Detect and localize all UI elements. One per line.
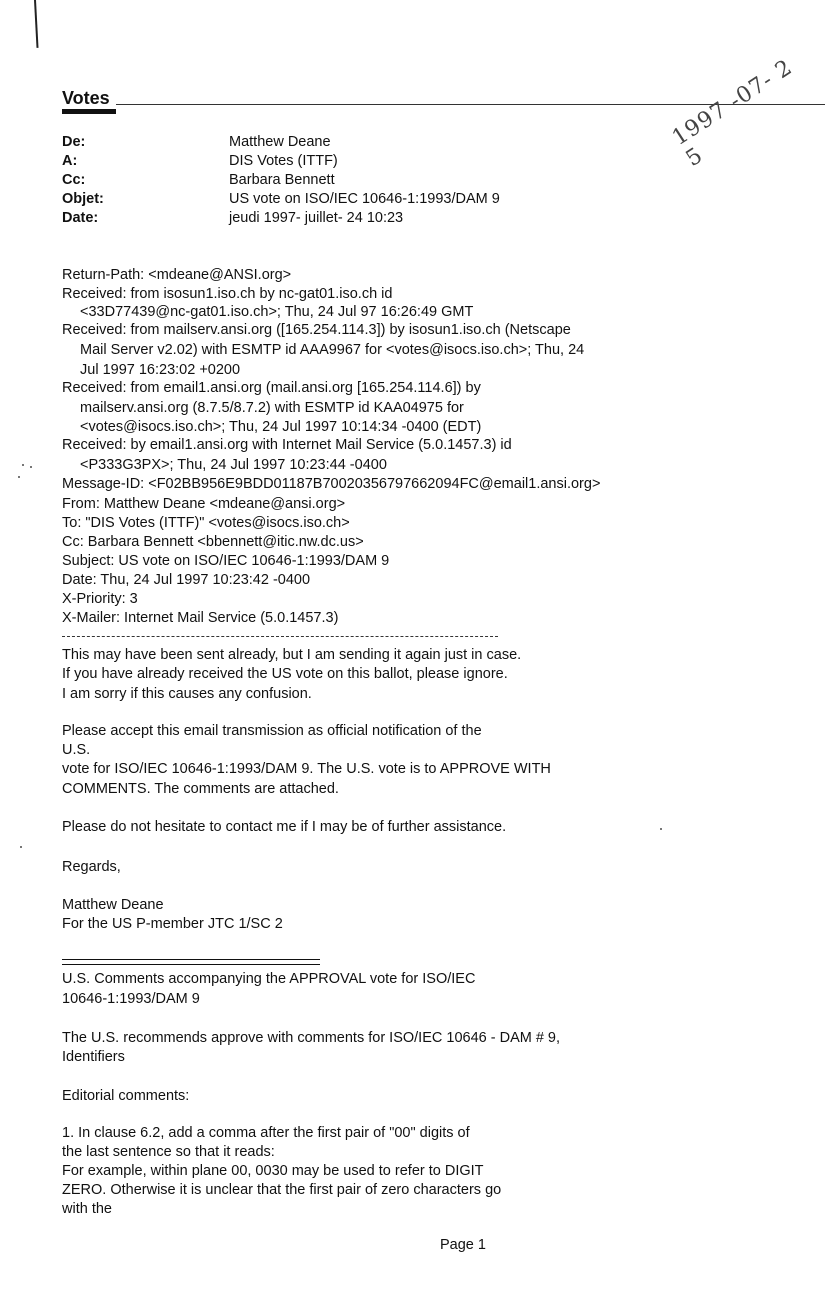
header-key: Date: <box>62 210 99 226</box>
header-value: Matthew Deane <box>229 134 331 150</box>
body-line: vote for ISO/IEC 10646-1:1993/DAM 9. The U.S. vote is to APPROVE WITH <box>62 761 551 777</box>
body-line: 10646-1:1993/DAM 9 <box>62 991 200 1007</box>
mail-header-line: <P333G3PX>; Thu, 24 Jul 1997 10:23:44 -0400 <box>80 457 387 473</box>
signature-title: For the US P-member JTC 1/SC 2 <box>62 916 283 932</box>
mail-header-line: To: "DIS Votes (ITTF)" <votes@isocs.iso.ch> <box>62 515 350 531</box>
mail-header-line: Cc: Barbara Bennett <bbennett@itic.nw.dc.us> <box>62 534 364 550</box>
mail-header-line: mailserv.ansi.org (8.7.5/8.7.2) with ESMTP id KAA04975 for <box>80 400 464 416</box>
page-number: Page 1 <box>440 1237 486 1253</box>
scan-speck <box>22 464 24 466</box>
scan-speck <box>660 828 662 830</box>
mail-header-line: Date: Thu, 24 Jul 1997 10:23:42 -0400 <box>62 572 311 588</box>
body-line: For example, within plane 00, 0030 may be used to refer to DIGIT <box>62 1163 484 1179</box>
mail-header-line: Message-ID: <F02BB956E9BDD01187B70020356797662094FC@email1.ansi.org> <box>62 476 601 492</box>
header-value: Barbara Bennett <box>229 172 335 188</box>
body-line: If you have already received the US vote on this ballot, please ignore. <box>62 666 508 682</box>
body-line: The U.S. recommends approve with comments for ISO/IEC 10646 - DAM # 9, <box>62 1030 561 1046</box>
mail-header-line: Jul 1997 16:23:02 +0200 <box>80 362 241 378</box>
mail-header-line: <33D77439@nc-gat01.iso.ch>; Thu, 24 Jul 97 16:26:49 GMT <box>80 304 474 320</box>
body-line: Please accept this email transmission as official notification of the <box>62 723 482 739</box>
date-received-stamp: 1997 -07- 2 5 <box>668 54 798 172</box>
body-line: This may have been sent already, but I am sending it again just in case. <box>62 647 522 663</box>
header-value: US vote on ISO/IEC 10646-1:1993/DAM 9 <box>229 191 500 207</box>
page-title: Votes <box>62 88 110 108</box>
mail-header-line: Received: from email1.ansi.org (mail.ansi.org [165.254.114.6]) by <box>62 380 481 396</box>
body-line: I am sorry if this causes any confusion. <box>62 686 312 702</box>
title-underline-bar <box>62 109 116 114</box>
mail-header-line: Return-Path: <mdeane@ANSI.org> <box>62 267 292 283</box>
scan-speck <box>30 466 32 468</box>
body-line: U.S. Comments accompanying the APPROVAL vote for ISO/IEC <box>62 971 476 987</box>
mail-header-line: From: Matthew Deane <mdeane@ansi.org> <box>62 496 346 512</box>
header-key: De: <box>62 134 86 150</box>
body-line: ZERO. Otherwise it is unclear that the first pair of zero characters go <box>62 1182 502 1198</box>
body-line: Identifiers <box>62 1049 125 1065</box>
header-key: Cc: <box>62 172 86 188</box>
body-line: the last sentence so that it reads: <box>62 1144 275 1160</box>
body-line: Please do not hesitate to contact me if I may be of further assistance. <box>62 819 507 835</box>
body-line: Regards, <box>62 859 121 875</box>
scan-speck <box>18 476 20 478</box>
separator-dashed <box>62 636 498 637</box>
body-line: U.S. <box>62 742 91 758</box>
mail-header-line: Received: from isosun1.iso.ch by nc-gat01.iso.ch id <box>62 286 393 302</box>
header-key: A: <box>62 153 78 169</box>
mail-header-line: Received: from mailserv.ansi.org ([165.254.114.3]) by isosun1.iso.ch (Netscape <box>62 322 571 338</box>
scan-speck <box>20 846 22 848</box>
mail-header-line: X-Priority: 3 <box>62 591 138 607</box>
mail-header-line: X-Mailer: Internet Mail Service (5.0.1457.3) <box>62 610 339 626</box>
separator-double-rule <box>62 959 320 965</box>
body-line: COMMENTS. The comments are attached. <box>62 781 339 797</box>
header-value: jeudi 1997- juillet- 24 10:23 <box>229 210 404 226</box>
body-line: with the <box>62 1201 112 1217</box>
header-key: Objet: <box>62 191 104 207</box>
header-value: DIS Votes (ITTF) <box>229 153 338 169</box>
mail-header-line: Subject: US vote on ISO/IEC 10646-1:1993/DAM 9 <box>62 553 390 569</box>
body-line: 1. In clause 6.2, add a comma after the first pair of "00" digits of <box>62 1125 470 1141</box>
mail-header-line: Received: by email1.ansi.org with Internet Mail Service (5.0.1457.3) id <box>62 437 512 453</box>
scan-pen-mark <box>34 0 39 48</box>
signature-name: Matthew Deane <box>62 897 164 913</box>
mail-header-line: Mail Server v2.02) with ESMTP id AAA9967 for <votes@isocs.iso.ch>; Thu, 24 <box>80 342 585 358</box>
mail-header-line: <votes@isocs.iso.ch>; Thu, 24 Jul 1997 10:14:34 -0400 (EDT) <box>80 419 482 435</box>
body-line: Editorial comments: <box>62 1088 190 1104</box>
